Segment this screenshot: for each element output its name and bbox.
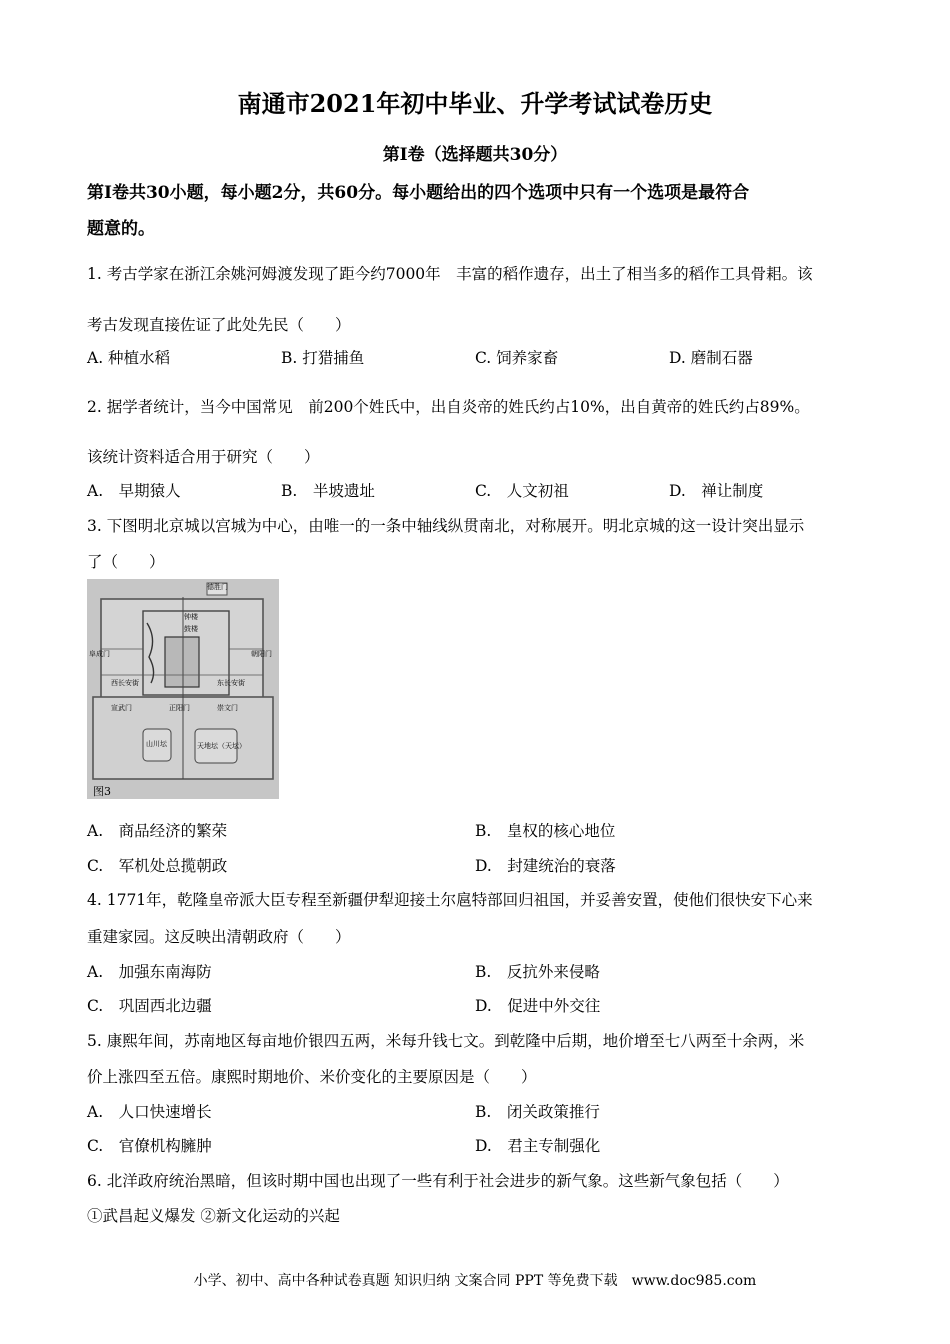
section-title: 第Ⅰ卷（选择题共30分） (382, 145, 568, 165)
map-label-fucheng-gate: 阜成门 (89, 650, 110, 658)
question-1-line-1: 1. 考古学家在浙江余姚河姆渡发现了距今约7000年 丰富的稻作遗存，出土了相当多的稻作工具骨耜。该 (87, 265, 813, 283)
map-label-desheng-gate: 德胜门 (207, 583, 228, 591)
q3-option-c: C. 军机处总揽朝政 (87, 857, 228, 875)
question-6-line-1: 6. 北洋政府统治黑暗，但该时期中国也出现了一些有利于社会进步的新气象。这些新气象包括（ ） (87, 1172, 789, 1190)
q5-option-a: A. 人口快速增长 (87, 1103, 212, 1121)
map-label-shanchuan-altar: 山川坛 (146, 740, 167, 748)
q4-option-b: B. 反抗外来侵略 (475, 963, 600, 981)
q1-option-b: B. 打猎捕鱼 (281, 349, 365, 367)
map-label-drum-tower: 鼓楼 (184, 625, 198, 633)
question-1-line-2: 考古发现直接佐证了此处先民（ ） (87, 316, 351, 334)
page-title: 南通市2021年初中毕业、升学考试试卷历史 (237, 89, 713, 118)
question-2-line-2: 该统计资料适合用于研究（ ） (87, 448, 320, 466)
map-drawing (87, 579, 279, 799)
question-2-line-1: 2. 据学者统计，当今中国常见 前200个姓氏中，出自炎帝的姓氏约占10%，出自黄帝的姓氏约占89%。 (87, 398, 810, 416)
instructions-line-1: 第Ⅰ卷共30小题，每小题2分，共60分。每小题给出的四个选项中只有一个选项是最符合 (87, 183, 750, 203)
q1-option-d: D. 磨制石器 (669, 349, 753, 367)
q4-option-a: A. 加强东南海防 (87, 963, 212, 981)
question-4-line-2: 重建家园。这反映出清朝政府（ ） (87, 928, 351, 946)
q2-option-c: C. 人文初祖 (475, 482, 569, 500)
question-3-line-2: 了（ ） (87, 553, 165, 571)
q1-option-a: A. 种植水稻 (87, 349, 171, 367)
question-3-line-1: 3. 下图明北京城以宫城为中心，由唯一的一条中轴线纵贯南北，对称展开。明北京城的这一设计突出显示 (87, 517, 805, 535)
map-label-chaoyang-gate: 朝阳门 (251, 650, 272, 658)
question-5-line-2: 价上涨四至五倍。康熙时期地价、米价变化的主要原因是（ ） (87, 1068, 537, 1086)
question-4-line-1: 4. 1771年，乾隆皇帝派大臣专程至新疆伊犁迎接土尔扈特部回归祖国，并妥善安置，使他们很快安下心来 (87, 891, 813, 909)
question-5-line-1: 5. 康熙年间，苏南地区每亩地价银四五两，米每升钱七文。到乾隆中后期，地价增至七八两至十余两，米 (87, 1032, 805, 1050)
q3-option-d: D. 封建统治的衰落 (475, 857, 616, 875)
map-label-west-changan: 西长安街 (111, 679, 139, 687)
instructions-line-2: 题意的。 (87, 219, 155, 239)
q1-option-c: C. 饲养家畜 (475, 349, 559, 367)
map-label-chongwen-gate: 崇文门 (217, 704, 238, 712)
map-label-bell-tower: 钟楼 (184, 613, 198, 621)
map-label-east-changan: 东长安街 (217, 679, 245, 687)
q5-option-d: D. 君主专制强化 (475, 1137, 601, 1155)
map-label-zhengyang-gate: 正阳门 (169, 704, 190, 712)
q5-option-b: B. 闭关政策推行 (475, 1103, 600, 1121)
q4-option-c: C. 巩固西北边疆 (87, 997, 212, 1015)
q2-option-d: D. 禅让制度 (669, 482, 764, 500)
q2-option-a: A. 早期猿人 (87, 482, 181, 500)
beijing-city-map-figure (87, 579, 279, 799)
q5-option-c: C. 官僚机构臃肿 (87, 1137, 212, 1155)
q2-option-b: B. 半坡遗址 (281, 482, 375, 500)
question-6-line-2: ①武昌起义爆发 ②新文化运动的兴起 (87, 1207, 340, 1225)
map-label-tiandi-altar: 天地坛（天坛） (197, 742, 246, 750)
q3-option-b: B. 皇权的核心地位 (475, 822, 616, 840)
figure-caption: 图3 (93, 785, 111, 798)
map-label-xuanwu-gate: 宣武门 (111, 704, 132, 712)
page-footer: 小学、初中、高中各种试卷真题 知识归纳 文案合同 PPT 等免费下载 www.doc985.com (193, 1273, 757, 1289)
q4-option-d: D. 促进中外交往 (475, 997, 601, 1015)
q3-option-a: A. 商品经济的繁荣 (87, 822, 228, 840)
